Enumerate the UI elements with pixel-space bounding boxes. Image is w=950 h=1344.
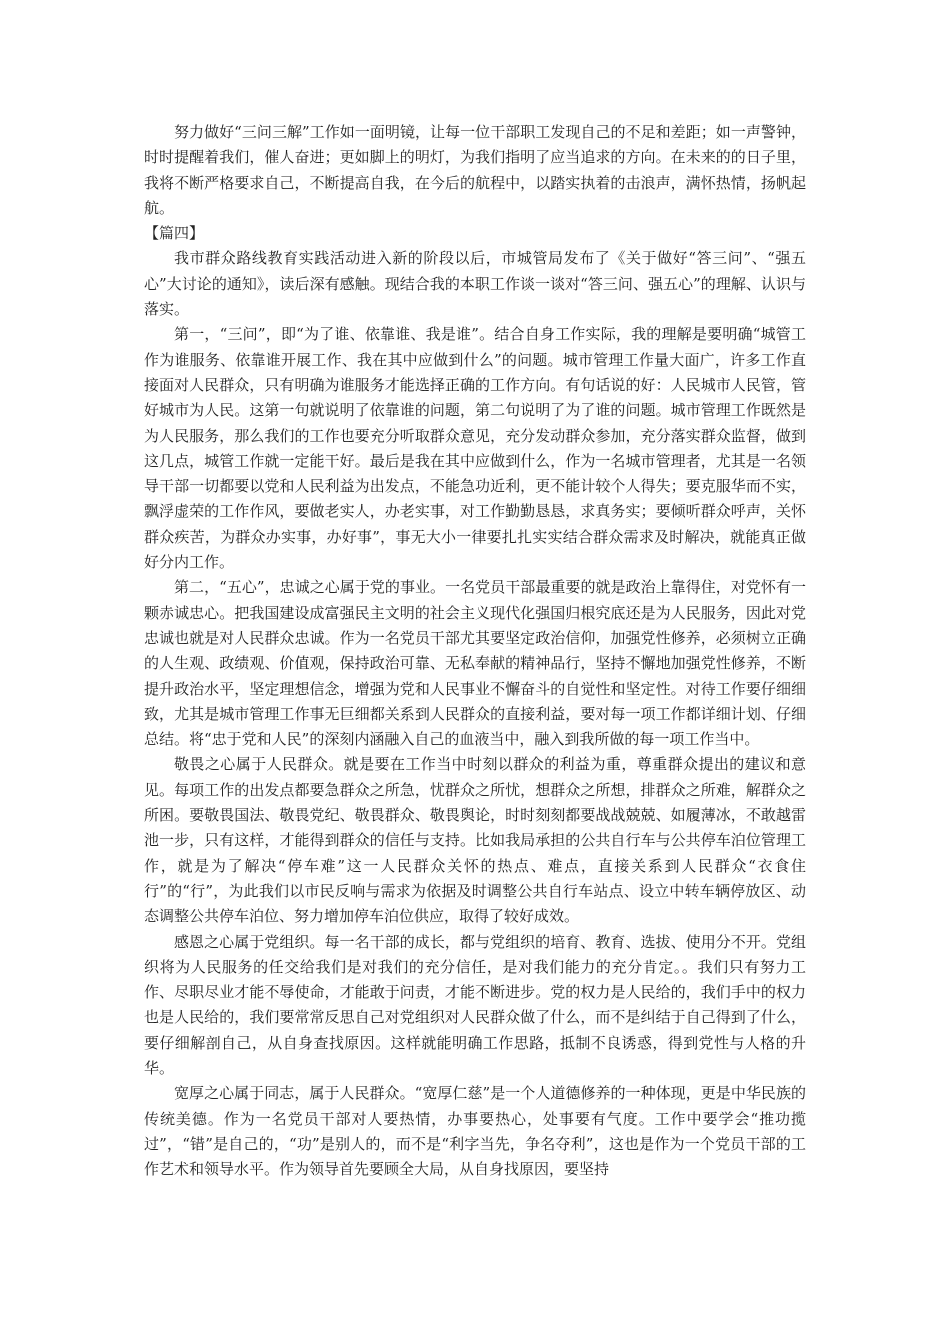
paragraph-reverence: 敬畏之心属于人民群众。就是要在工作当中时刻以群众的利益为重，尊重群众提出的建议和意见。每项工作的出发点都要急群众之所急，忧群众之所忧，想群众之所想，排群众之所难，解群众之所困。要敬畏国法、敬畏党纪、敬畏群众、敬畏舆论，时时刻刻都要战战兢兢、如履薄冰，不敢越雷池一步，只有这样，才能得到群众的信任与支持。比如我局承担的公共自行车与公共停车泊位管理工作，就是为了解决“停车难”这一人民群众关怀的热点、难点，直接关系到人民群众“衣食住行”的“行”，为此我们以市民反响与需求为依据及时调整公共自行车站点、设立中转车辆停放区、动态调整公共停车泊位、努力增加停车泊位供应，取得了较好成效。 bbox=[144, 755, 806, 926]
document-body bbox=[144, 120, 806, 1182]
paragraph-tolerance: 宽厚之心属于同志，属于人民群众。“宽厚仁慈”是一个人道德修养的一种体现，更是中华民族的传统美德。作为一名党员干部对人要热情，办事要热心，处事要有气度。工作中要学会“推功揽过”，“错”是自己的，“功”是别人的，而不是“利字当先，争名夺利”，这也是作为一个党员干部的工作艺术和领导水平。作为领导首先要顾全大局，从自身找原因，要坚持 bbox=[144, 1084, 806, 1179]
paragraph-closing: 努力做好“三问三解”工作如一面明镜，让每一位干部职工发现自己的不足和差距；如一声警钟，时时提醒着我们，催人奋进；更如脚上的明灯，为我们指明了应当追求的方向。在未来的的日子里，我将不断严格要求自己，不断提高自我，在今后的航程中，以踏实执着的击浪声，满怀热情，扬帆起航。 bbox=[144, 123, 806, 217]
paragraph-five-hearts-loyalty: 第二，“五心”，忠诚之心属于党的事业。一名党员干部最重要的就是政治上靠得住，对党怀有一颗赤诚忠心。把我国建设成富强民主文明的社会主义现代化强国归根究底还是为人民服务，因此对党忠诚也就是对人民群众忠诚。作为一名党员干部尤其要坚定政治信仰，加强党性修养，必须树立正确的人生观、政绩观、价值观，保持政治可靠、无私奉献的精神品行，坚持不懈地加强党性修养，不断提升政治水平，坚定理想信念，增强为党和人民事业不懈奋斗的自觉性和坚定性。对待工作要仔细细致，尤其是城市管理工作事无巨细都关系到人民群众的直接利益，要对每一项工作都详细计划、仔细总结。将“忠于党和人民”的深刻内涵融入自己的血液当中，融入到我所做的每一项工作当中。 bbox=[144, 578, 806, 749]
section-heading: 【篇四】 bbox=[144, 224, 205, 243]
paragraph-three-questions: 第一，“三问”，即“为了谁、依靠谁、我是谁”。结合自身工作实际，我的理解是要明确“城管工作为谁服务、依靠谁开展工作、我在其中应做到什么”的问题。城市管理工作量大面广，许多工作直接面对人民群众，只有明确为谁服务才能选择正确的工作方向。有句话说的好：人民城市人民管，管好城市为人民。这第一句就说明了依靠谁的问题，第二句说明了为了谁的问题。城市管理工作既然是为人民服务，那么我们的工作也要充分听取群众意见，充分发动群众参加，充分落实群众监督，做到这几点，城管工作就一定能干好。最后是我在其中应做到什么，作为一名城市管理者，尤其是一名领导干部一切都要以党和人民利益为出发点，不能急功近利，更不能计较个人得失；要克服华而不实，飘浮虚荣的工作作风，要做老实人，办老实事，对工作勤勤恳恳，求真务实；要倾听群众呼声，关怀群众疾苦，为群众办实事，办好事”，事无大小一律要扎扎实实结合群众需求及时解决，就能真正做好分内工作。 bbox=[144, 325, 806, 572]
paragraph-intro: 我市群众路线教育实践活动进入新的阶段以后，市城管局发布了《关于做好“答三问”、“强五心”大讨论的通知》，读后深有感触。现结合我的本职工作谈一谈对“答三问、强五心”的理解、认识与落实。 bbox=[144, 249, 806, 319]
paragraph-gratitude: 感恩之心属于党组织。每一名干部的成长，都与党组织的培育、教育、选拔、使用分不开。党组织将为人民服务的任交给我们是对我们的充分信任，是对我们能力的充分肯定。。我们只有努力工作、尽职尽业才能不辱使命，才能敢于问责，才能不断进步。党的权力是人民给的，我们手中的权力也是人民给的，我们要常常反思自己对党组织对人民群众做了什么，而不是纠结于自己得到了什么，要仔细解剖自己，从自身查找原因。这样就能明确工作思路，抵制不良诱惑，得到党性与人格的升华。 bbox=[144, 932, 806, 1077]
